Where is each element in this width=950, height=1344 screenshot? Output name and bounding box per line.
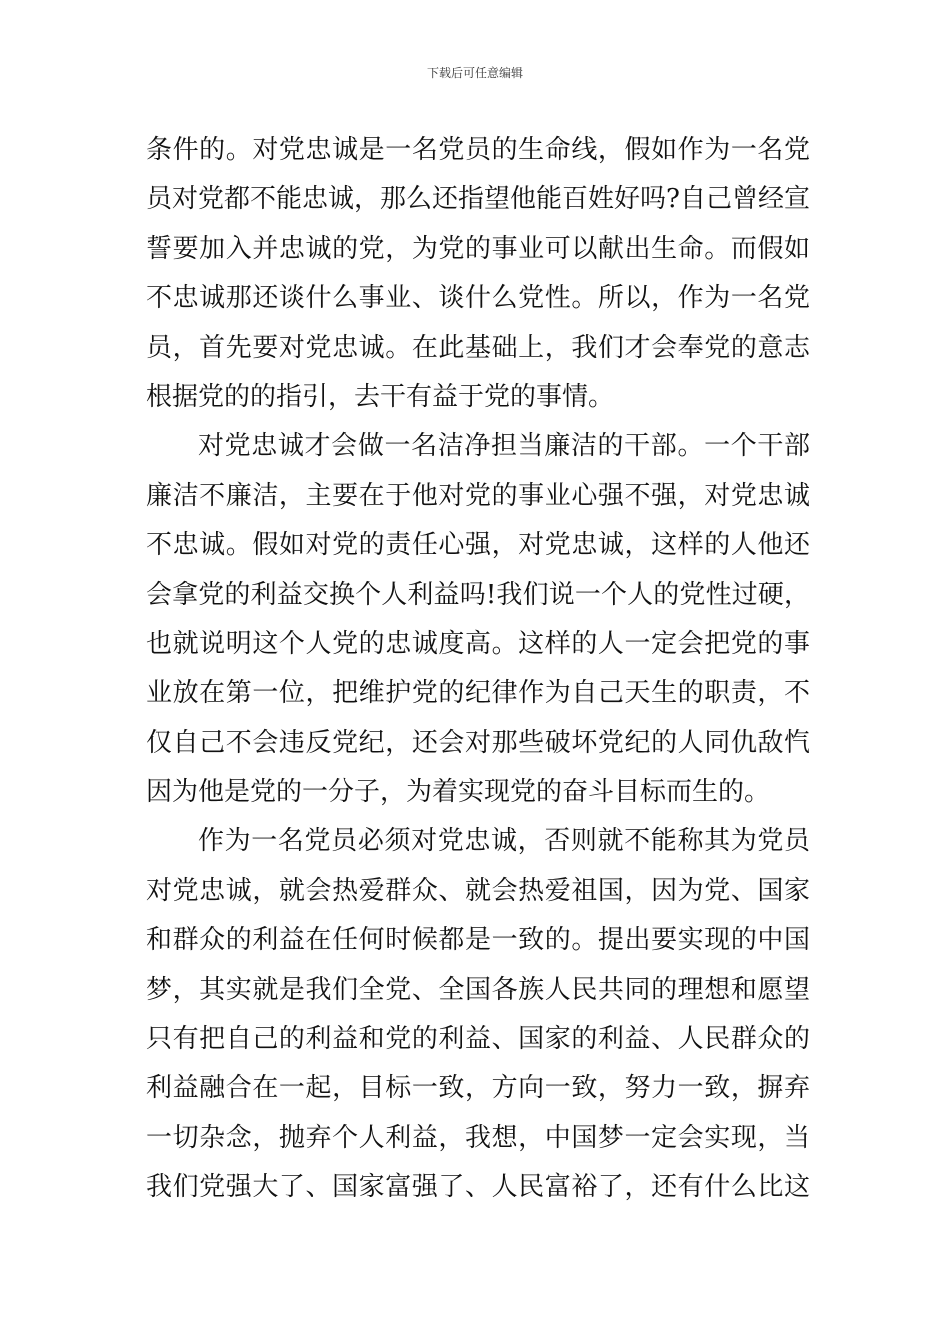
paragraph-2-line-3: 不忠诚。假如对党的责任心强，对党忠诚，这样的人他还 [146,530,810,561]
document-body [146,126,810,1213]
paragraph-3-line-4: 梦，其实就是我们全党、全国各族人民共同的理想和愿望 [146,974,810,1005]
paragraph-1-line-1: 条件的。对党忠诚是一名党员的生命线，假如作为一名党 [146,135,810,165]
paragraph-3-line-5: 只有把自己的利益和党的利益、国家的利益、人民群众的 [146,1024,810,1055]
paragraph-2-line-8: 因为他是党的一分子，为着实现党的奋斗目标而生的。 [146,777,771,808]
paragraph-1-line-4: 不忠诚那还谈什么事业、谈什么党性。所以，作为一名党 [146,283,810,314]
paragraph-1-line-6: 根据党的的指引，去干有益于党的事情。 [146,381,615,412]
paragraph-3-line-2: 对党忠诚，就会热爱群众、就会热爱祖国，因为党、国家 [146,875,810,906]
paragraph-1-line-5: 员，首先要对党忠诚。在此基础上，我们才会奉党的意志 [146,332,810,363]
paragraph-2-line-7: 仅自己不会违反党纪，还会对那些破坏党纪的人同仇敌忾 [146,727,810,758]
paragraph-2-line-4: 会拿党的利益交换个人利益吗!我们说一个人的党性过硬， [146,579,810,610]
paragraph-3-line-3: 和群众的利益在任何时候都是一致的。提出要实现的中国 [146,925,810,956]
paragraph-1-line-3: 誓要加入并忠诚的党，为党的事业可以献出生命。而假如 [146,233,810,264]
paragraph-1-line-2: 员对党都不能忠诚，那么还指望他能百姓好吗?自己曾经宣 [146,184,810,215]
paragraph-2-line-2: 廉洁不廉洁，主要在于他对党的事业心强不强，对党忠诚 [146,480,810,511]
paragraph-3-line-1: 作为一名党员必须对党忠诚，否则就不能称其为党员 [198,826,810,857]
paragraph-2-line-1: 对党忠诚才会做一名洁净担当廉洁的干部。一个干部 [198,431,810,462]
paragraph-3-line-7: 一切杂念，抛弃个人利益，我想，中国梦一定会实现，当 [146,1122,810,1153]
page-header: 下载后可任意编辑 [426,66,523,80]
paragraph-2-line-5: 也就说明这个人党的忠诚度高。这样的人一定会把党的事 [146,628,810,659]
paragraph-3-line-8: 我们党强大了、国家富强了、人民富裕了，还有什么比这 [146,1172,810,1203]
paragraph-2-line-6: 业放在第一位，把维护党的纪律作为自己天生的职责，不 [146,678,810,709]
paragraph-3-line-6: 利益融合在一起，目标一致，方向一致，努力一致，摒弃 [146,1073,810,1104]
